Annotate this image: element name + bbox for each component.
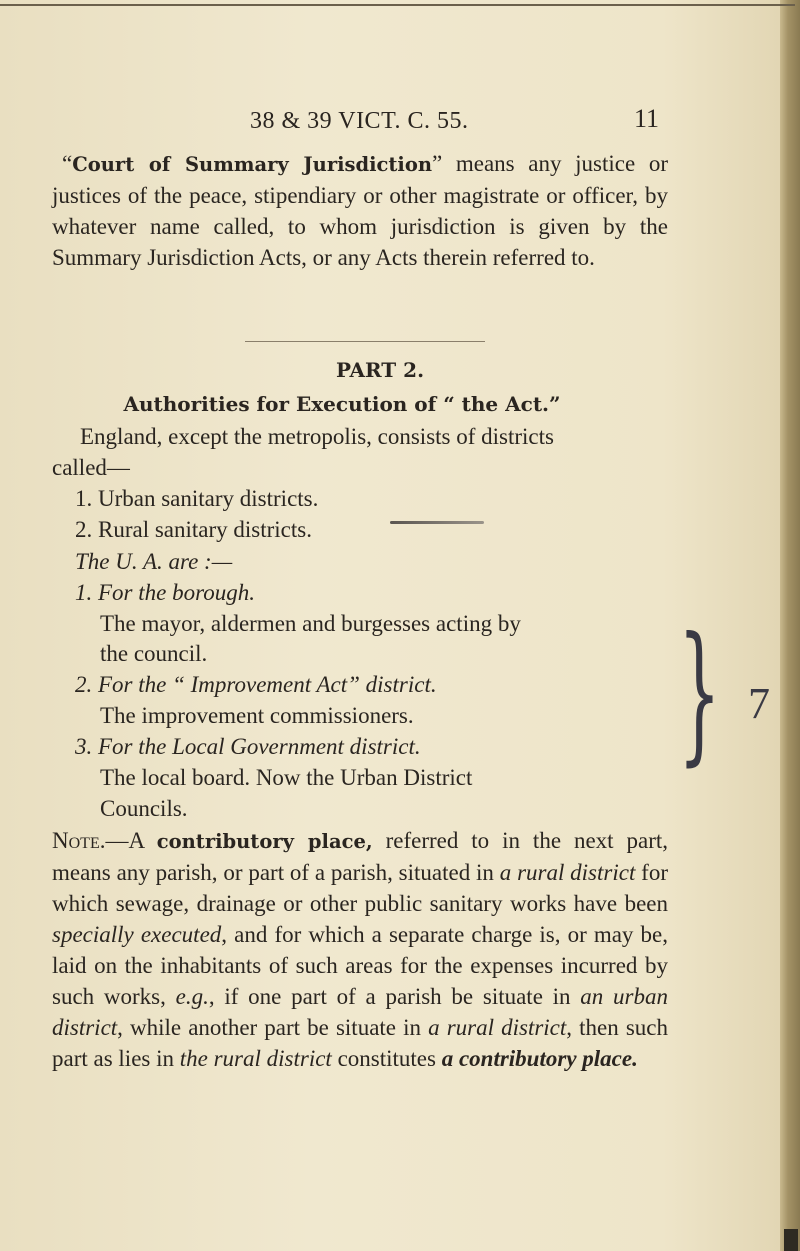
note-italic: e.g. bbox=[175, 984, 209, 1009]
edge-tick bbox=[784, 1229, 798, 1251]
running-head: 38 & 39 VICT. C. 55. bbox=[250, 108, 469, 134]
intro-line: England, except the metropolis, consists of districts bbox=[80, 424, 554, 449]
note-text: for which sewage, drainage or other public sanitary works have been bbox=[52, 860, 668, 916]
margin-bracket: } bbox=[678, 606, 721, 780]
note-text: , while another part be situate in bbox=[117, 1015, 429, 1040]
authority-heading-prefix: 2. For the bbox=[75, 672, 173, 697]
note-text: , and for which a separate charge is, or may be, laid on the inhabitants of such areas for the expenses incurred by such works, bbox=[52, 922, 668, 1009]
definition-term: Court of Summary Jurisdiction bbox=[72, 153, 433, 176]
note-italic: an urban district bbox=[52, 984, 668, 1040]
authority-heading: 3. For the Local Government district. bbox=[75, 734, 421, 759]
district-item: 1. Urban sanitary districts. bbox=[75, 486, 319, 511]
page-number: 11 bbox=[634, 104, 660, 133]
note-text: , if one part of a parish be situate in bbox=[208, 984, 581, 1009]
top-rule bbox=[0, 4, 795, 6]
authority-heading-italic: “ Improvement Act” district. bbox=[172, 672, 437, 697]
authority-text: the council. bbox=[100, 641, 208, 666]
margin-figure: 7 bbox=[748, 679, 770, 728]
note-italic: the rural district bbox=[179, 1046, 332, 1071]
note-italic: specially executed bbox=[52, 922, 222, 947]
book-edge bbox=[780, 0, 800, 1251]
note-italic: a rural district bbox=[499, 860, 636, 885]
part-title: PART 2. bbox=[335, 358, 425, 382]
authority-heading: 1. For the borough. bbox=[75, 580, 255, 605]
district-item: 2. Rural sanitary districts. bbox=[75, 517, 312, 542]
note-label: Note. bbox=[52, 828, 106, 853]
note-text: referred to in the next part, means any parish, or part of a parish, situated in bbox=[52, 828, 669, 885]
pencil-stroke bbox=[390, 521, 484, 524]
ua-heading: The U. A. are :— bbox=[75, 549, 233, 574]
section-rule bbox=[245, 341, 485, 342]
open-quote: “ bbox=[62, 151, 73, 176]
authority-text: The local board. Now the Urban District bbox=[100, 765, 473, 790]
definition-paragraph bbox=[52, 148, 668, 273]
note-italic: a rural district bbox=[428, 1015, 567, 1040]
authority-text: The improvement commissioners. bbox=[100, 703, 414, 728]
note-text: constitutes bbox=[331, 1046, 442, 1071]
authority-text: The mayor, aldermen and burgesses acting by bbox=[100, 611, 521, 636]
authority-text: Councils. bbox=[100, 796, 188, 821]
note-lead: contributory place, bbox=[156, 830, 373, 853]
note-text: , then such part as lies in bbox=[52, 1015, 668, 1071]
intro-line: called— bbox=[52, 455, 130, 480]
note-dash: —A bbox=[105, 828, 157, 853]
definition-body: ” means any justice or justices of the peace, stipendiary or other magistrate or officer, by whatever name called, to whom jurisdiction is given by the Summary Jurisdiction Acts, or any Acts therein referred to. bbox=[52, 151, 668, 270]
note-italic: a contributory place. bbox=[441, 1046, 638, 1071]
note-paragraph bbox=[52, 825, 668, 1074]
part-subtitle: Authorities for Execution of “ the Act.” bbox=[123, 392, 561, 416]
authority-heading bbox=[75, 672, 437, 698]
